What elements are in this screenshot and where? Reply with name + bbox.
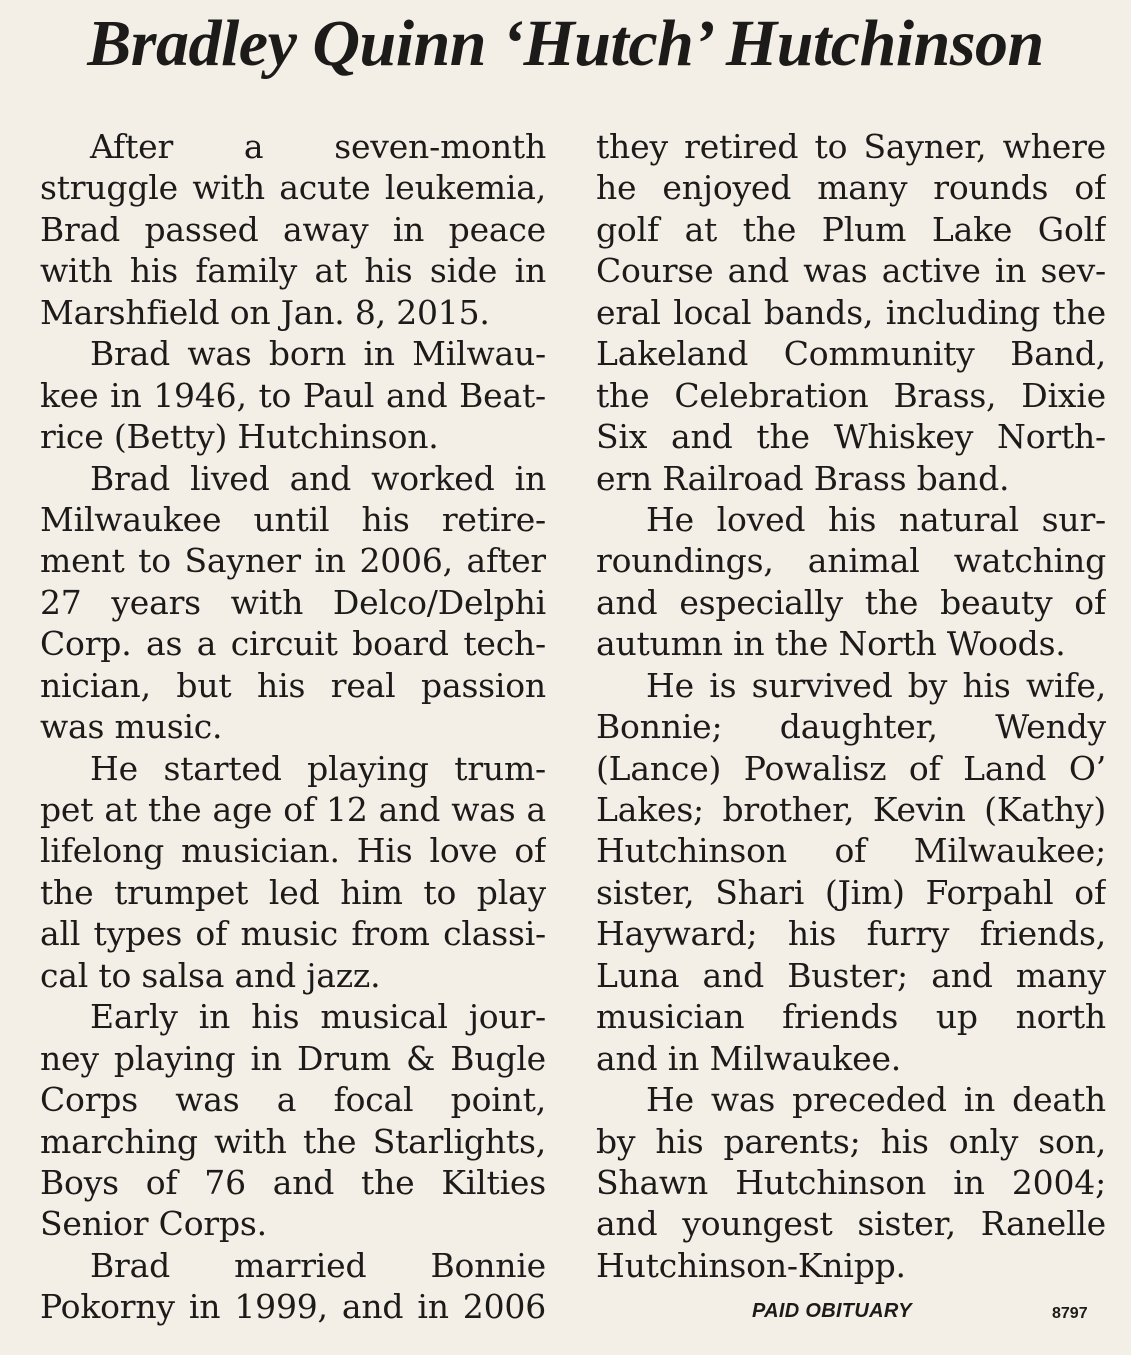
text-line: He loved his natural sur- (646, 499, 1106, 539)
text-line: Milwaukee until his retire- (40, 499, 546, 539)
text-line: and youngest sister, Ranelle (596, 1204, 1106, 1244)
text-line: Corps was a focal point, (40, 1080, 546, 1120)
text-line: Boys of 76 and the Kilties (40, 1162, 546, 1202)
text-line: all types of music from classi- (40, 914, 546, 954)
text-line: and especially the beauty of (596, 582, 1106, 622)
text-line: musician friends up north (596, 997, 1106, 1037)
text-line: rice (Betty) Hutchinson. (40, 417, 439, 457)
text-line: Luna and Buster; and many (596, 955, 1106, 995)
paid-obituary-label: PAID OBITUARY (752, 1300, 912, 1322)
text-line: the Celebration Brass, Dixie (596, 375, 1106, 415)
text-line: Shawn Hutchinson in 2004; (596, 1162, 1106, 1202)
text-line: Early in his musical jour- (90, 997, 546, 1037)
text-line: and in Milwaukee. (596, 1038, 902, 1078)
text-line: lifelong musician. His love of (40, 831, 546, 871)
text-line: cal to salsa and jazz. (40, 955, 381, 995)
text-line: Hutchinson of Milwaukee; (596, 831, 1106, 871)
text-line: kee in 1946, to Paul and Beat- (40, 375, 546, 415)
text-line: Brad was born in Milwau- (90, 334, 546, 374)
text-line: Pokorny in 1999, and in 2006 (40, 1287, 546, 1327)
text-line: Six and the Whiskey North- (596, 417, 1106, 457)
text-line: Marshfield on Jan. 8, 2015. (40, 292, 490, 332)
text-line: Brad lived and worked in (90, 458, 546, 498)
text-line: pet at the age of 12 and was a (40, 790, 546, 829)
text-line: marching with the Starlights, (40, 1121, 546, 1161)
text-line: eral local bands, including the (596, 292, 1106, 332)
text-line: Senior Corps. (40, 1204, 267, 1244)
text-line: (Lance) Powalisz of Land O’ (596, 748, 1106, 788)
text-line: Hayward; his furry friends, (596, 914, 1106, 954)
text-line: He started playing trum- (90, 748, 546, 788)
text-column-left (40, 126, 546, 1328)
text-line: Bonnie; daughter, Wendy (596, 707, 1106, 747)
text-line: 27 years with Delco/Delphi (40, 582, 546, 622)
text-line: Lakes; brother, Kevin (Kathy) (596, 790, 1106, 829)
text-line: ern Railroad Brass band. (596, 458, 1010, 498)
text-line: he enjoyed many rounds of (596, 168, 1106, 208)
text-line: Lakeland Community Band, (596, 334, 1106, 374)
text-line: they retired to Sayner, where (596, 127, 1106, 166)
text-line: ment to Sayner in 2006, after (40, 541, 546, 581)
text-line: was music. (40, 707, 223, 747)
text-line: Brad passed away in peace (40, 209, 546, 249)
text-column-right (596, 126, 1106, 1286)
text-line: Course and was active in sev- (596, 251, 1106, 291)
ad-reference-number: 8797 (1052, 1305, 1088, 1322)
text-line: the trumpet led him to play (40, 872, 546, 912)
text-line: with his family at his side in (40, 251, 546, 291)
text-line: Brad married Bonnie (90, 1245, 546, 1285)
text-line: roundings, animal watching (596, 541, 1106, 581)
text-line: Corp. as a circuit board tech- (40, 624, 546, 664)
text-line: He is survived by his wife, (646, 665, 1106, 705)
text-line: After a seven-month (90, 127, 546, 166)
obituary-headline: Bradley Quinn ‘Hutch’ Hutchinson (87, 7, 1044, 80)
text-line: autumn in the North Woods. (596, 624, 1066, 664)
text-line: nician, but his real passion (40, 665, 546, 705)
text-line: ney playing in Drum & Bugle (40, 1038, 546, 1078)
text-line: sister, Shari (Jim) Forpahl of (596, 872, 1106, 912)
text-line: by his parents; his only son, (596, 1121, 1106, 1161)
text-line: struggle with acute leukemia, (40, 168, 546, 208)
text-line: Hutchinson-Knipp. (596, 1245, 906, 1285)
text-line: golf at the Plum Lake Golf (596, 209, 1106, 249)
text-line: He was preceded in death (646, 1080, 1106, 1120)
